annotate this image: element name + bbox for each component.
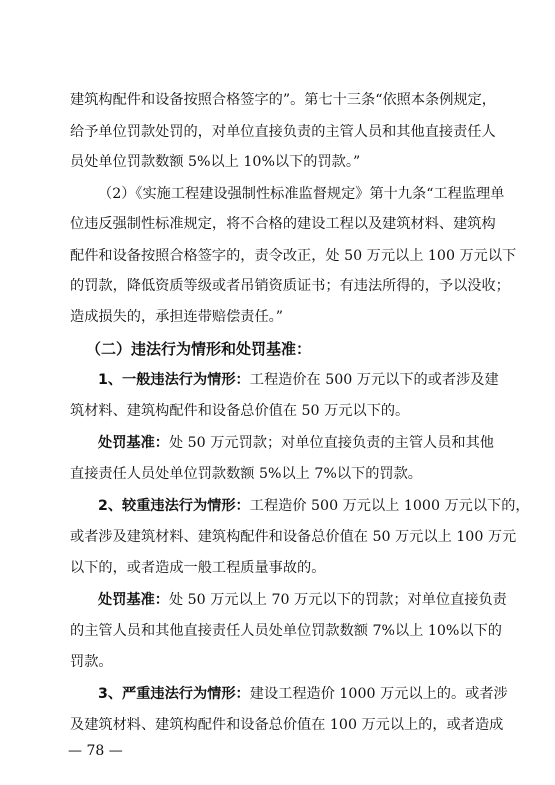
text-line — [98, 496, 530, 516]
text-line — [98, 370, 499, 390]
text-line: 及建筑材料、建筑构配件和设备总价值在 100 万元以上的，或者造成 — [70, 717, 504, 733]
penalty-text: 处 50 万元以上 70 万元以下的罚款；对单位直接负责 — [168, 592, 507, 608]
text-line: 或者涉及建筑材料、建筑构配件和设备总价值在 50 万元以上 100 万元 — [70, 529, 517, 545]
text-line — [98, 684, 508, 704]
text-line: 以下的，或者造成一般工程质量事故的。 — [70, 560, 326, 576]
text-line: 造成损失的，承担连带赔偿责任。” — [70, 309, 283, 325]
text-line: 筑材料、建筑构配件和设备总价值在 50 万元以下的。 — [70, 403, 410, 419]
text-line — [98, 433, 494, 453]
section-heading: （二）违法行为情形和处罚基准： — [86, 340, 312, 358]
text-line: 配件和设备按照合格签字的，责令改正，处 50 万元以上 100 万元以下 — [70, 248, 517, 264]
text-line: 直接责任人员处单位罚款数额 5%以上 7%以下的罚款。 — [70, 466, 422, 482]
text-line: 位违反强制性标准规定，将不合格的建设工程以及建筑材料、建筑构 — [70, 216, 496, 232]
text-line: 给予单位罚款处罚的，对单位直接负责的主管人员和其他直接责任人 — [70, 124, 496, 140]
penalty-label: 处罚基准： — [98, 592, 169, 608]
text-line: 建筑构配件和设备按照合格签字的”。第七十三条“依照本条例规定， — [70, 92, 496, 108]
page-number: — 78 — — [68, 743, 123, 759]
item-text: 建设工程造价 1000 万元以上的。或者涉 — [249, 686, 508, 702]
item-label: 2、较重违法行为情形： — [98, 498, 250, 514]
penalty-text: 处 50 万元罚款；对单位直接负责的主管人员和其他 — [168, 435, 494, 451]
text-line: 的主管人员和其他直接责任人员处单位罚款数额 7%以上 10%以下的 — [70, 623, 502, 639]
text-line: 罚款。 — [70, 654, 113, 670]
item-text: 工程造价 500 万元以上 1000 万元以下的， — [249, 498, 530, 514]
text-line: （2）《实施工程建设强制性标准监督规定》第十九条“工程监理单 — [98, 186, 505, 202]
text-line — [98, 590, 507, 610]
item-label: 3、严重违法行为情形： — [98, 686, 250, 702]
item-label: 1、一般违法行为情形： — [98, 372, 250, 388]
item-text: 工程造价在 500 万元以下的或者涉及建 — [249, 372, 499, 388]
text-line: 的罚款，降低资质等级或者吊销资质证书；有违法所得的，予以没收； — [70, 278, 510, 294]
penalty-label: 处罚基准： — [98, 435, 169, 451]
text-line: 员处单位罚款数额 5%以上 10%以下的罚款。” — [70, 154, 361, 170]
